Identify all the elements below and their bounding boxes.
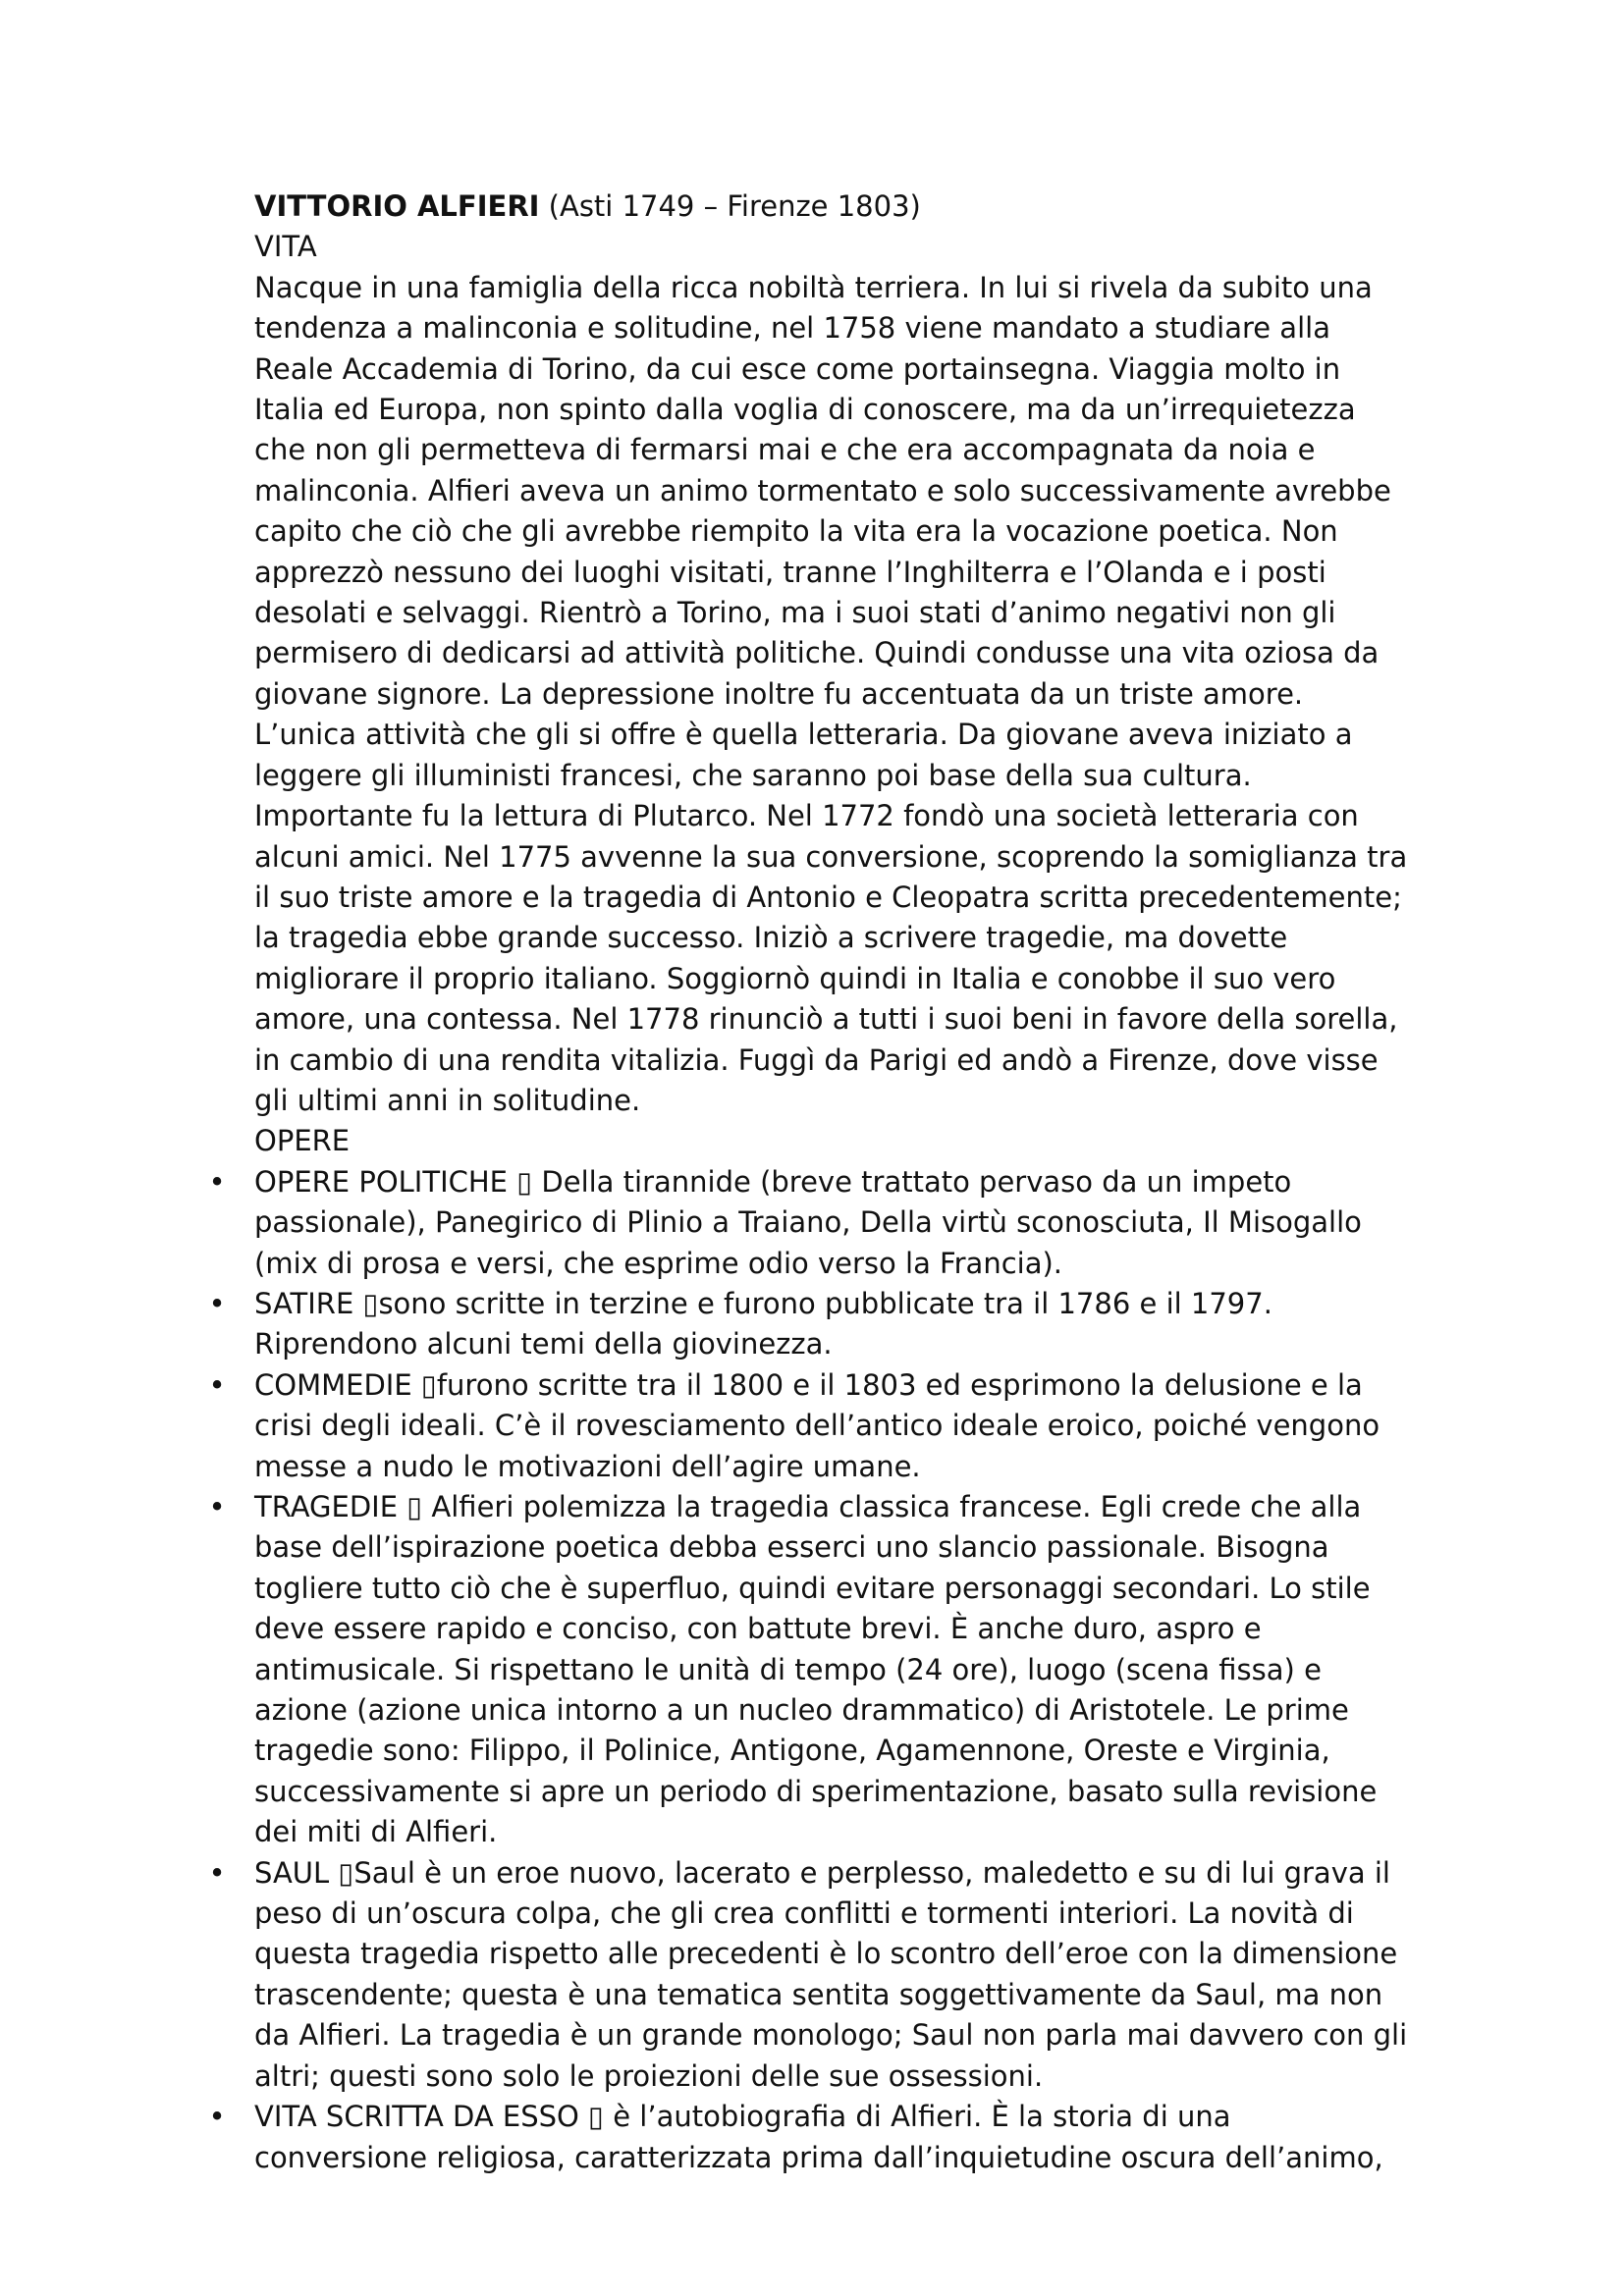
list-item-line: SAUL ▯Saul è un eroe nuovo, lacerato e perplesso, maledetto e su di lui grava il: [254, 1855, 1390, 1890]
list-item-line: deve essere rapido e conciso, con battute brevi. È anche duro, aspro e: [254, 1612, 1262, 1646]
list-item: [208, 1853, 1472, 2097]
list-item-line: antimusicale. Si rispettano le unità di tempo (24 ore), luogo (scena fissa) e: [254, 1652, 1322, 1686]
list-item-line: VITA SCRITTA DA ESSO ▯ è l’autobiografia di Alfieri. È la storia di una: [254, 2100, 1231, 2134]
list-item-line: base dell’ispirazione poetica debba esserci uno slancio passionale. Bisogna: [254, 1530, 1329, 1565]
section-heading-opere: OPERE: [254, 1124, 351, 1158]
list-item-line: dei miti di Alfieri.: [254, 1815, 498, 1849]
bullet-icon: •: [208, 1286, 226, 1320]
vita-line: malinconia. Alfieri aveva un animo tormentato e solo successivamente avrebbe: [254, 473, 1391, 507]
document-body: [208, 187, 1472, 2178]
list-item-line: questa tragedia rispetto alle precedenti è lo scontro dell’eroe con la dimensione: [254, 1937, 1398, 1971]
vita-line: desolati e selvaggi. Rientrò a Torino, ma i suoi stati d’animo negativi non gli: [254, 596, 1336, 630]
list-item: [208, 1487, 1472, 1853]
list-item-line: SATIRE ▯sono scritte in terzine e furono pubblicate tra il 1786 e il 1797.: [254, 1286, 1272, 1320]
section-heading-vita: VITA: [254, 230, 317, 264]
opere-list: [208, 1162, 1472, 2178]
vita-line: leggere gli illuministi francesi, che saranno poi base della sua cultura.: [254, 758, 1252, 792]
bullet-icon: •: [208, 1855, 226, 1890]
list-item-line: COMMEDIE ▯furono scritte tra il 1800 e il 1803 ed esprimono la delusione e la: [254, 1367, 1363, 1402]
list-item-line: togliere tutto ciò che è superfluo, quindi evitare personaggi secondari. Lo stile: [254, 1571, 1371, 1605]
document-title: [254, 187, 1472, 227]
vita-line: apprezzò nessuno dei luoghi visitati, tranne l’Inghilterra e l’Olanda e i posti: [254, 555, 1326, 589]
vita-line: L’unica attività che gli si offre è quella letteraria. Da giovane aveva iniziato a: [254, 718, 1353, 752]
list-item-line: azione (azione unica intorno a un nucleo drammatico) di Aristotele. Le prime: [254, 1693, 1349, 1728]
list-item-line: (mix di prosa e versi, che esprime odio verso la Francia).: [254, 1246, 1063, 1280]
list-item: [208, 1284, 1472, 1365]
list-item-line: altri; questi sono solo le proiezioni delle sue ossessioni.: [254, 2058, 1044, 2093]
list-item-line: conversione religiosa, caratterizzata prima dall’inquietudine oscura dell’animo,: [254, 2140, 1383, 2174]
bullet-icon: •: [208, 1164, 226, 1199]
vita-line: il suo triste amore e la tragedia di Antonio e Cleopatra scritta precedentemente;: [254, 880, 1402, 914]
title-dates: (Asti 1749 – Firenze 1803): [539, 189, 921, 223]
vita-line: Importante fu la lettura di Plutarco. Nel 1772 fondò una società letteraria con: [254, 799, 1359, 833]
vita-line: giovane signore. La depressione inoltre fu accentuata da un triste amore.: [254, 676, 1304, 711]
vita-line: capito che ciò che gli avrebbe riempito la vita era la vocazione poetica. Non: [254, 514, 1338, 549]
list-item: [208, 1162, 1472, 1284]
title-author-name: VITTORIO ALFIERI: [254, 189, 540, 223]
vita-line: la tragedia ebbe grande successo. Iniziò a scrivere tragedie, ma dovette: [254, 921, 1288, 955]
list-item-line: messe a nudo le motivazioni dell’agire umane.: [254, 1449, 921, 1483]
list-item-line: da Alfieri. La tragedia è un grande monologo; Saul non parla mai davvero con gli: [254, 2018, 1408, 2053]
bullet-icon: •: [208, 2100, 226, 2134]
vita-line: alcuni amici. Nel 1775 avvenne la sua conversione, scoprendo la somiglianza tra: [254, 839, 1408, 874]
vita-line: in cambio di una rendita vitalizia. Fuggì da Parigi ed andò a Firenze, dove visse: [254, 1042, 1379, 1077]
vita-line: Nacque in una famiglia della ricca nobiltà terriera. In lui si rivela da subito una: [254, 270, 1373, 304]
list-item: [208, 2097, 1472, 2178]
vita-line: permisero di dedicarsi ad attività politiche. Quindi condusse una vita oziosa da: [254, 636, 1380, 670]
vita-line: amore, una contessa. Nel 1778 rinunciò a tutti i suoi beni in favore della sorella,: [254, 1002, 1398, 1037]
list-item-line: tragedie sono: Filippo, il Polinice, Antigone, Agamennone, Oreste e Virginia,: [254, 1734, 1330, 1768]
list-item-line: crisi degli ideali. C’è il rovesciamento dell’antico ideale eroico, poiché vengono: [254, 1409, 1380, 1443]
list-item-line: peso di un’oscura colpa, che gli crea conflitti e tormenti interiori. La novità di: [254, 1896, 1354, 1931]
list-item-line: OPERE POLITICHE ▯ Della tirannide (breve trattato pervaso da un impeto: [254, 1164, 1292, 1199]
list-item-line: passionale), Panegirico di Plinio a Traiano, Della virtù sconosciuta, Il Misogallo: [254, 1205, 1362, 1240]
list-item: [208, 1365, 1472, 1487]
bullet-icon: •: [208, 1367, 226, 1402]
vita-paragraph: [254, 268, 1472, 1122]
list-item-line: Riprendono alcuni temi della giovinezza.: [254, 1327, 833, 1362]
vita-line: gli ultimi anni in solitudine.: [254, 1083, 641, 1117]
list-item-line: trascendente; questa è una tematica sentita soggettivamente da Saul, ma non: [254, 1977, 1383, 2011]
vita-line: tendenza a malinconia e solitudine, nel 1758 viene mandato a studiare alla: [254, 311, 1330, 346]
vita-line: migliorare il proprio italiano. Soggiornò quindi in Italia e conobbe il suo vero: [254, 961, 1336, 995]
bullet-icon: •: [208, 1490, 226, 1523]
list-item-line: TRAGEDIE ▯ Alfieri polemizza la tragedia classica francese. Egli crede che alla: [254, 1490, 1362, 1523]
vita-line: Reale Accademia di Torino, da cui esce come portainsegna. Viaggia molto in: [254, 351, 1341, 386]
vita-line: Italia ed Europa, non spinto dalla voglia di conoscere, ma da un’irrequietezza: [254, 393, 1356, 427]
vita-line: che non gli permetteva di fermarsi mai e che era accompagnata da noia e: [254, 433, 1316, 467]
list-item-line: successivamente si apre un periodo di sperimentazione, basato sulla revisione: [254, 1774, 1378, 1808]
